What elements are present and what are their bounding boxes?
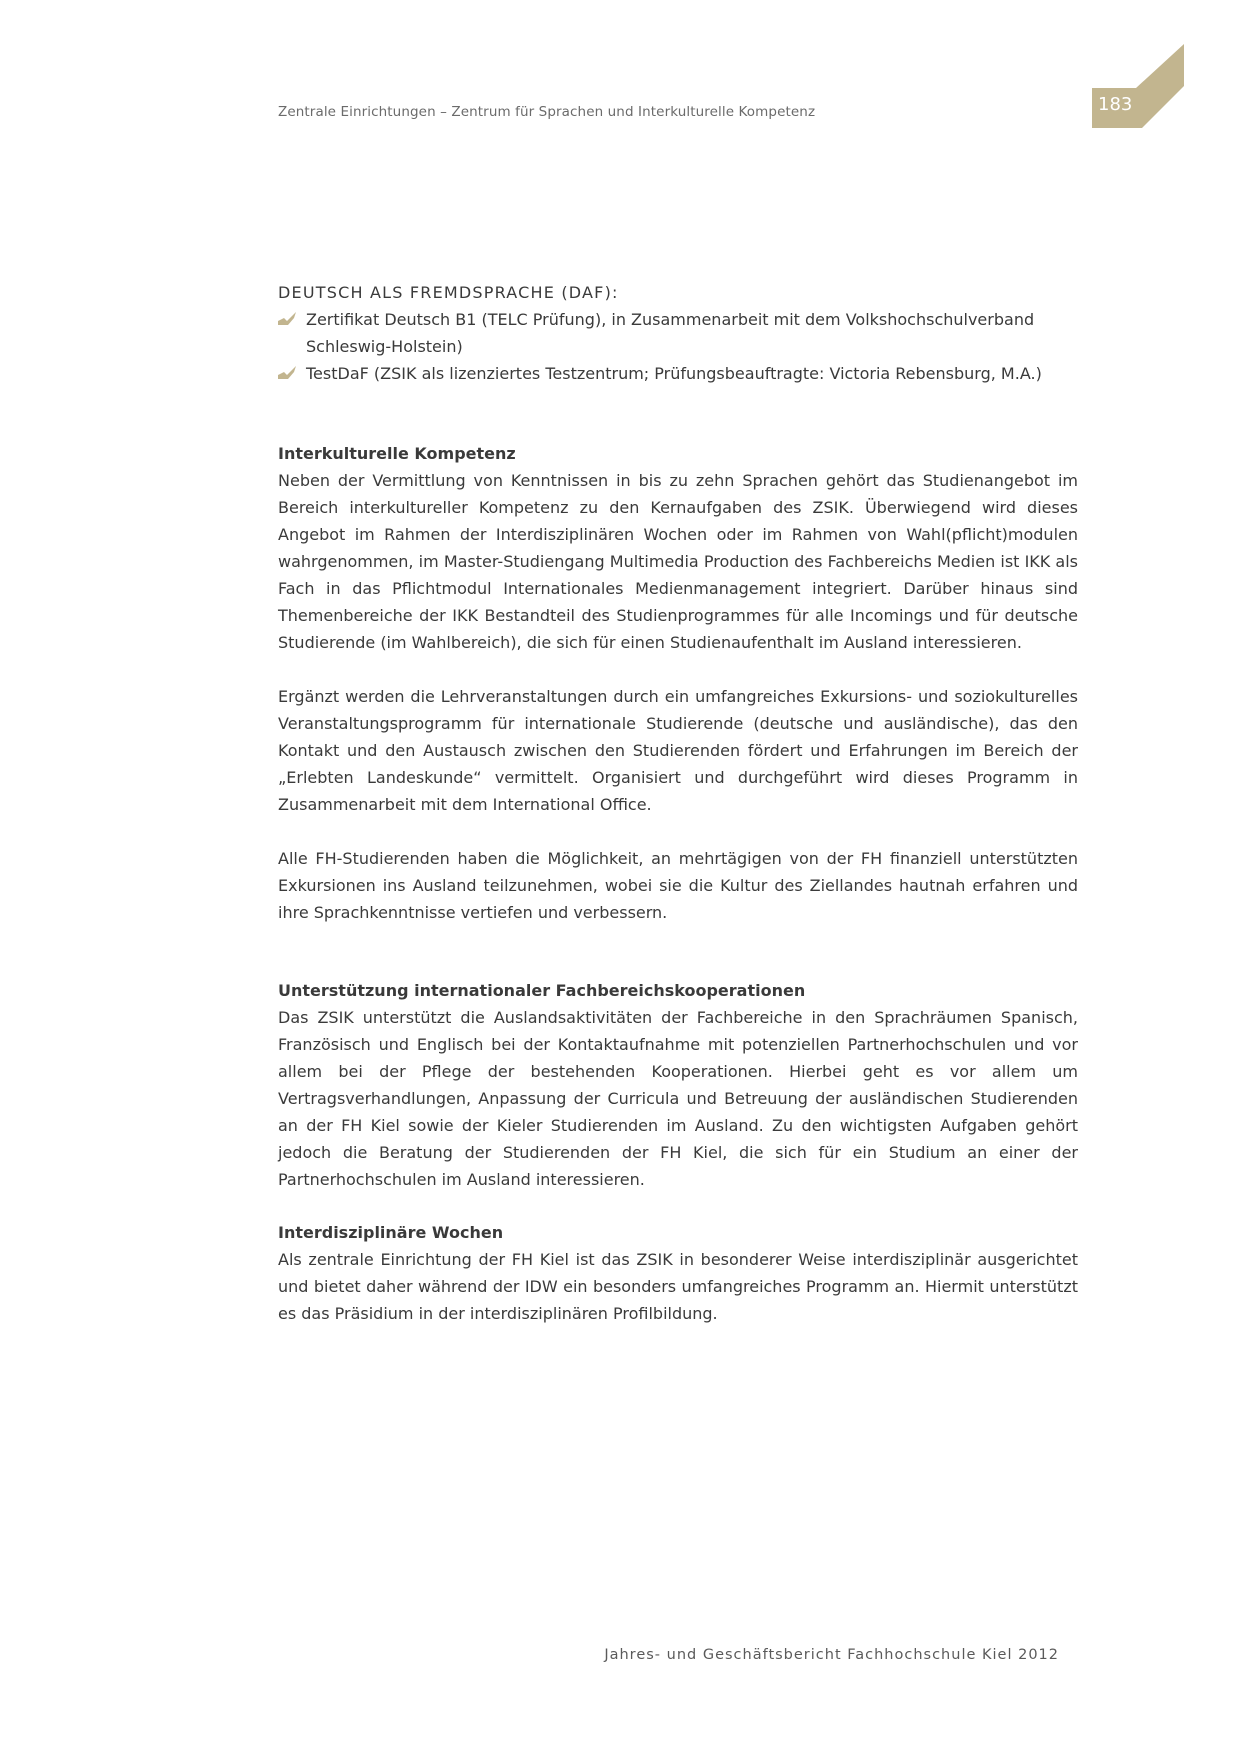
page-number: 183 bbox=[1098, 94, 1133, 115]
daf-list bbox=[278, 306, 1078, 387]
section-interkulturelle-kompetenz bbox=[278, 440, 1078, 926]
paragraph: Neben der Vermittlung von Kenntnissen in bis zu zehn Sprachen gehört das Studienangebot im Bereich interkultureller Kompetenz zu den Kernaufgaben des ZSIK. Überwiegend wird dieses Angebot im Rahmen der Interdisziplinären Wochen oder im Rahmen von Wahl(pflicht)modulen wahrgenommen, im Master-Studiengang Multimedia Production des Fachbereichs Medien ist IKK als Fach in das Pflichtmodul Internationales Medienmanagement integriert. Darüber hinaus sind Themenbereiche der IKK Bestandteil des Studienprogrammes für alle Incomings und für deutsche Studierende (im Wahlbereich), die sich für einen Studienaufenthalt im Ausland interessieren. bbox=[278, 471, 1078, 652]
section-fachbereichskooperationen bbox=[278, 977, 1078, 1193]
section-heading-daf: DEUTSCH ALS FREMDSPRACHE (DAF): bbox=[278, 283, 619, 302]
section-heading: Interdisziplinäre Wochen bbox=[278, 1223, 504, 1242]
list-item bbox=[278, 360, 1078, 387]
section-interdisziplinaere-wochen bbox=[278, 1219, 1078, 1327]
paragraph: Als zentrale Einrichtung der FH Kiel ist das ZSIK in besonderer Weise interdisziplinär ausgerichtet und bietet daher während der IDW ein besonders umfangreiches Programm an. Hiermit unterstützt es das Präsidium in der interdisziplinären Profilbildung. bbox=[278, 1250, 1078, 1323]
running-header: Zentrale Einrichtungen – Zentrum für Sprachen und Interkulturelle Kompetenz bbox=[278, 104, 816, 120]
page-footer: Jahres- und Geschäftsbericht Fachhochschule Kiel 2012 bbox=[604, 1647, 1059, 1663]
paragraph: Ergänzt werden die Lehrveranstaltungen durch ein umfangreiches Exkursions- und soziokulturelles Veranstaltungsprogramm für internationale Studierende (deutsche und ausländische), das den Kontakt und den Austausch zwischen den Studierenden fördert und Erfahrungen im Bereich der „Erlebten Landeskunde“ vermittelt. Organisiert und durchgeführt wird dieses Programm in Zusammenarbeit mit dem International Office. bbox=[278, 687, 1078, 814]
section-heading: Interkulturelle Kompetenz bbox=[278, 444, 516, 463]
checkmark-icon bbox=[278, 366, 296, 380]
checkmark-icon bbox=[278, 312, 296, 326]
page-number-badge bbox=[1092, 44, 1184, 128]
paragraph: Alle FH-Studierenden haben die Möglichkeit, an mehrtägigen von der FH finanziell unterstützten Exkursionen ins Ausland teilzunehmen, wobei sie die Kultur des Ziellandes hautnah erfahren und ihre Sprachkenntnisse vertiefen und verbessern. bbox=[278, 849, 1078, 922]
list-item-text: Zertifikat Deutsch B1 (TELC Prüfung), in Zusammenarbeit mit dem Volkshochschulverband Schleswig-Holstein) bbox=[306, 310, 1035, 356]
list-item-text: TestDaF (ZSIK als lizenziertes Testzentrum; Prüfungsbeauftragte: Victoria Rebensburg, M.A.) bbox=[306, 364, 1042, 383]
list-item bbox=[278, 306, 1078, 360]
section-heading: Unterstützung internationaler Fachbereichskooperationen bbox=[278, 981, 806, 1000]
paragraph: Das ZSIK unterstützt die Auslandsaktivitäten der Fachbereiche in den Sprachräumen Spanisch, Französisch und Englisch bei der Kontaktaufnahme mit potenziellen Partnerhochschulen und vor allem bei der Pflege der bestehenden Kooperationen. Hierbei geht es vor allem um Vertragsverhandlungen, Anpassung der Curricula und Betreuung der ausländischen Studierenden an der FH Kiel sowie der Kieler Studierenden im Ausland. Zu den wichtigsten Aufgaben gehört jedoch die Beratung der Studierenden der FH Kiel, die sich für ein Studium an einer der Partnerhochschulen im Ausland interessieren. bbox=[278, 1008, 1078, 1189]
